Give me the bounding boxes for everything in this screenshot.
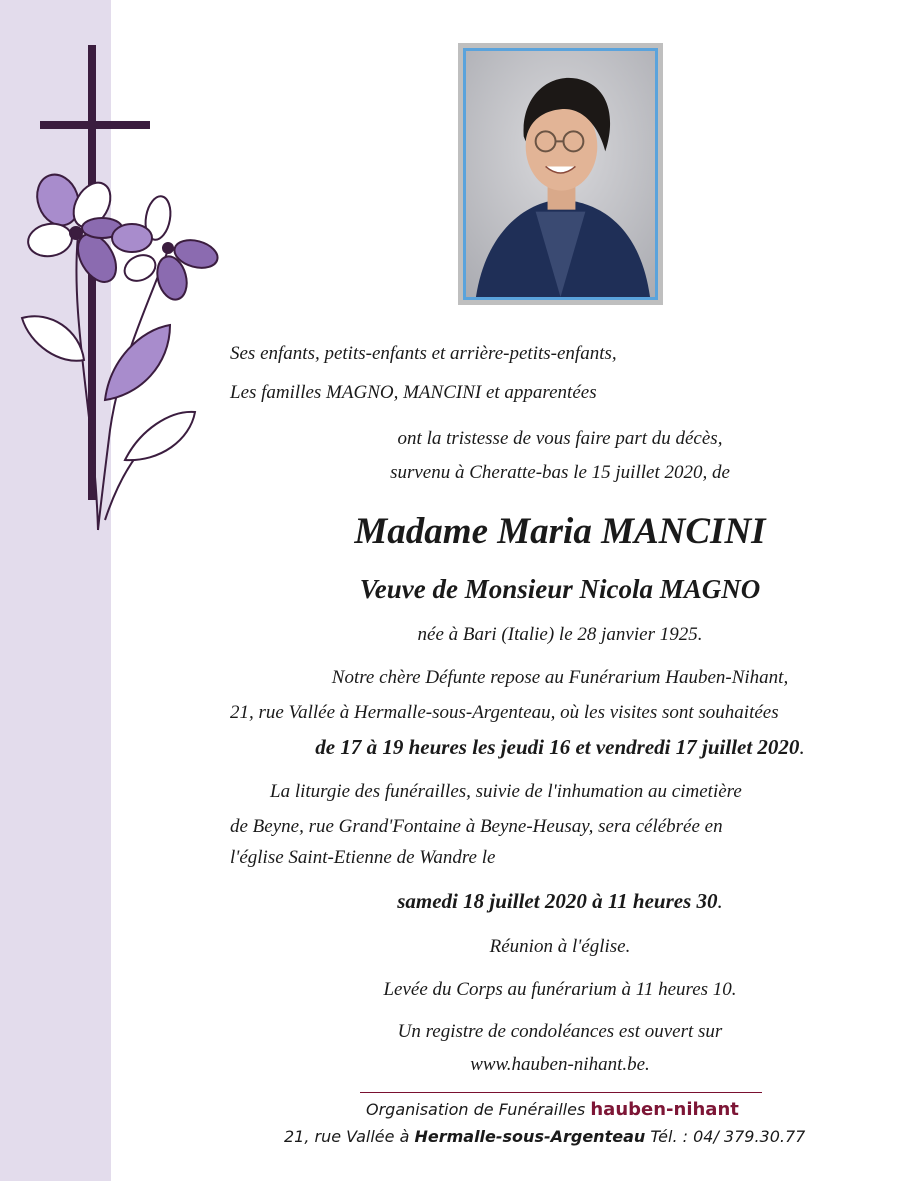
flower-icon <box>26 169 124 289</box>
deceased-name: Madame Maria MANCINI <box>354 511 766 552</box>
footer-phone: Tél. : 04/ 379.30.77 <box>650 1127 806 1146</box>
ceremony-date-line <box>230 890 890 912</box>
footer-org-prefix: Organisation de Funérailles <box>366 1100 586 1119</box>
visits-period: . <box>799 735 805 759</box>
liturgy-line-1: La liturgie des funérailles, suivie de l'inhumation au cimetière <box>270 781 742 802</box>
meeting-line: Réunion à l'église. <box>489 936 631 957</box>
rest-line-1: Notre chère Défunte repose au Funérarium Hauben-Nihant, <box>331 667 789 688</box>
footer-organisation <box>366 1100 739 1120</box>
flower-icon <box>112 194 221 303</box>
ceremony-date: samedi 18 juillet 2020 à 11 heures 30 <box>397 889 718 913</box>
footer-divider <box>360 1092 762 1093</box>
families-line: Les familles MAGNO, MANCINI et apparentées <box>230 382 597 403</box>
portrait-frame <box>458 43 663 305</box>
registry-line-1: Un registre de condoléances est ouvert sur <box>397 1021 723 1042</box>
widow-line: Veuve de Monsieur Nicola MAGNO <box>359 574 761 604</box>
brand-logo: hauben-nihant <box>590 1099 739 1120</box>
children-line: Ses enfants, petits-enfants et arrière-petits-enfants, <box>230 343 617 364</box>
cross-flower-decoration <box>0 0 240 560</box>
liturgy-line-3: l'église Saint-Etienne de Wandre le <box>230 847 496 868</box>
liturgy-line-2: de Beyne, rue Grand'Fontaine à Beyne-Heusay, sera célébrée en <box>230 816 723 837</box>
footer-address-prefix: 21, rue Vallée à <box>284 1127 410 1146</box>
ceremony-period: . <box>717 889 723 913</box>
birth-line: née à Bari (Italie) le 28 janvier 1925. <box>417 624 703 645</box>
footer-address <box>284 1127 805 1147</box>
portrait-photo <box>463 48 658 300</box>
announcement-line: ont la tristesse de vous faire part du décès, <box>397 428 723 449</box>
visits-hours: de 17 à 19 heures les jeudi 16 et vendredi 17 juillet 2020 <box>315 735 800 759</box>
death-place-line: survenu à Cheratte-bas le 15 juillet 2020, de <box>390 462 730 483</box>
rest-line-2: 21, rue Vallée à Hermalle-sous-Argenteau, où les visites sont souhaitées <box>230 702 779 723</box>
registry-website-link[interactable]: www.hauben-nihant.be. <box>470 1054 650 1075</box>
visits-line <box>230 736 890 758</box>
footer-address-city: Hermalle-sous-Argenteau <box>414 1127 646 1146</box>
levee-line: Levée du Corps au funérarium à 11 heures 10. <box>383 979 737 1000</box>
